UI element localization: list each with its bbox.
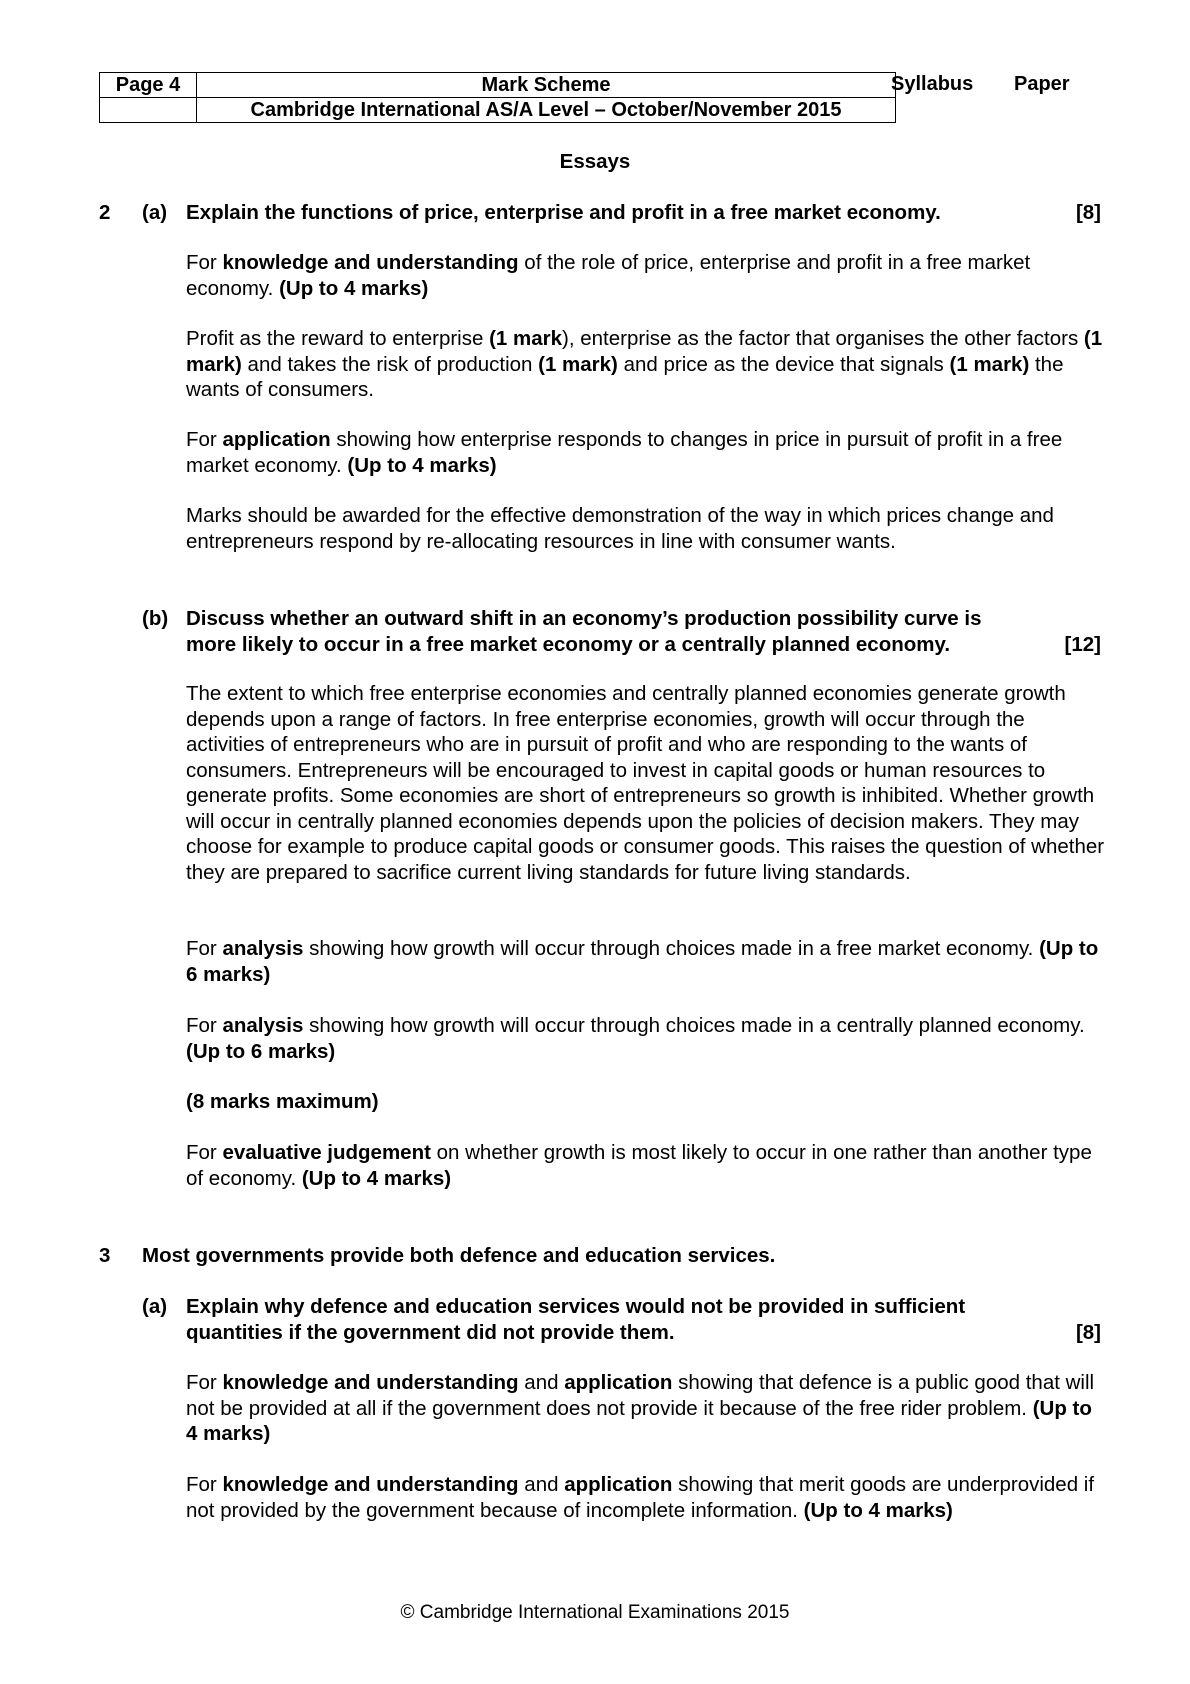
header-paper: Paper xyxy=(1014,73,1070,95)
header-empty-cell xyxy=(100,98,197,123)
header-title: Mark Scheme xyxy=(197,73,896,98)
q2a-label: (a) xyxy=(142,201,168,224)
q2b-para-4: (8 marks maximum) xyxy=(186,1090,379,1113)
q2a-para-2: Profit as the reward to enterprise (1 mark), enterprise as the factor that organises the other factors (1 mark) and takes the risk of production (1 mark) and price as the device that signals (1 mark) the wants of consumers. xyxy=(186,327,1103,401)
q3a-question-line-1: Explain why defence and education services would not be provided in sufficient xyxy=(186,1295,966,1318)
q2b-para-2: For analysis showing how growth will occur through choices made in a free market economy. (Up to 6 marks) xyxy=(186,937,1099,986)
header-syllabus: Syllabus xyxy=(891,73,974,95)
q3a-label: (a) xyxy=(142,1295,168,1318)
q2b-para-1: The extent to which free enterprise economies and centrally planned economies generate growth depends upon a range of factors. In free enterprise economies, growth will occur through the activities of entrepreneurs who are in pursuit of profit and who are responding to the wants of consumers. Entrepreneurs will be encouraged to invest in capital goods or human resources to generate profits. Some economies are short of entrepreneurs so growth is inhibited. Whether growth will occur in centrally planned economies depends upon the policies of decision makers. They may choose for example to produce capital goods or consumer goods. This raises the question of whether they are prepared to sacrifice current living standards for future living standards. xyxy=(186,682,1105,884)
q2b-label: (b) xyxy=(142,607,169,630)
q3-stem: Most governments provide both defence and education services. xyxy=(142,1244,776,1267)
q2b-para-5: For evaluative judgement on whether growth is most likely to occur in one rather than another type of economy. (Up to 4 marks) xyxy=(186,1141,1092,1190)
header-table xyxy=(99,72,896,123)
q2a-para-1: For knowledge and understanding of the role of price, enterprise and profit in a free market economy. (Up to 4 marks) xyxy=(186,251,1031,300)
q2a-para-3: For application showing how enterprise responds to changes in price in pursuit of profit in a free market economy. (Up to 4 marks) xyxy=(186,428,1063,477)
q3-number: 3 xyxy=(99,1244,111,1267)
q2b-question-line-2: more likely to occur in a free market economy or a centrally planned economy. xyxy=(186,633,951,656)
q3a-para-2: For knowledge and understanding and application showing that merit goods are underprovided if not provided by the government because of incomplete information. (Up to 4 marks) xyxy=(186,1473,1095,1522)
q3a-para-1: For knowledge and understanding and application showing that defence is a public good that will not be provided at all if the government does not provide it because of the free rider problem. (Up to 4 marks) xyxy=(186,1371,1095,1445)
q2-number: 2 xyxy=(99,201,111,224)
q2b-question-line-1: Discuss whether an outward shift in an economy’s production possibility curve is xyxy=(186,607,982,630)
q2a-marks: [8] xyxy=(1075,201,1101,224)
q2a-para-4: Marks should be awarded for the effective demonstration of the way in which prices change and entrepreneurs respond by re-allocating resources in line with consumer wants. xyxy=(186,504,1054,553)
page-number: Page 4 xyxy=(100,73,197,98)
q2b-para-3: For analysis showing how growth will occur through choices made in a centrally planned economy. (Up to 6 marks) xyxy=(186,1014,1085,1063)
header-subtitle: Cambridge International AS/A Level – October/November 2015 xyxy=(197,98,896,123)
section-title: Essays xyxy=(559,150,631,173)
q2b-marks: [12] xyxy=(1064,633,1101,656)
q3a-marks: [8] xyxy=(1075,1321,1101,1344)
footer-copyright: © Cambridge International Examinations 2015 xyxy=(400,1602,790,1623)
q3a-question-line-2: quantities if the government did not provide them. xyxy=(186,1321,675,1344)
q2a-question: Explain the functions of price, enterprise and profit in a free market economy. xyxy=(186,201,941,224)
